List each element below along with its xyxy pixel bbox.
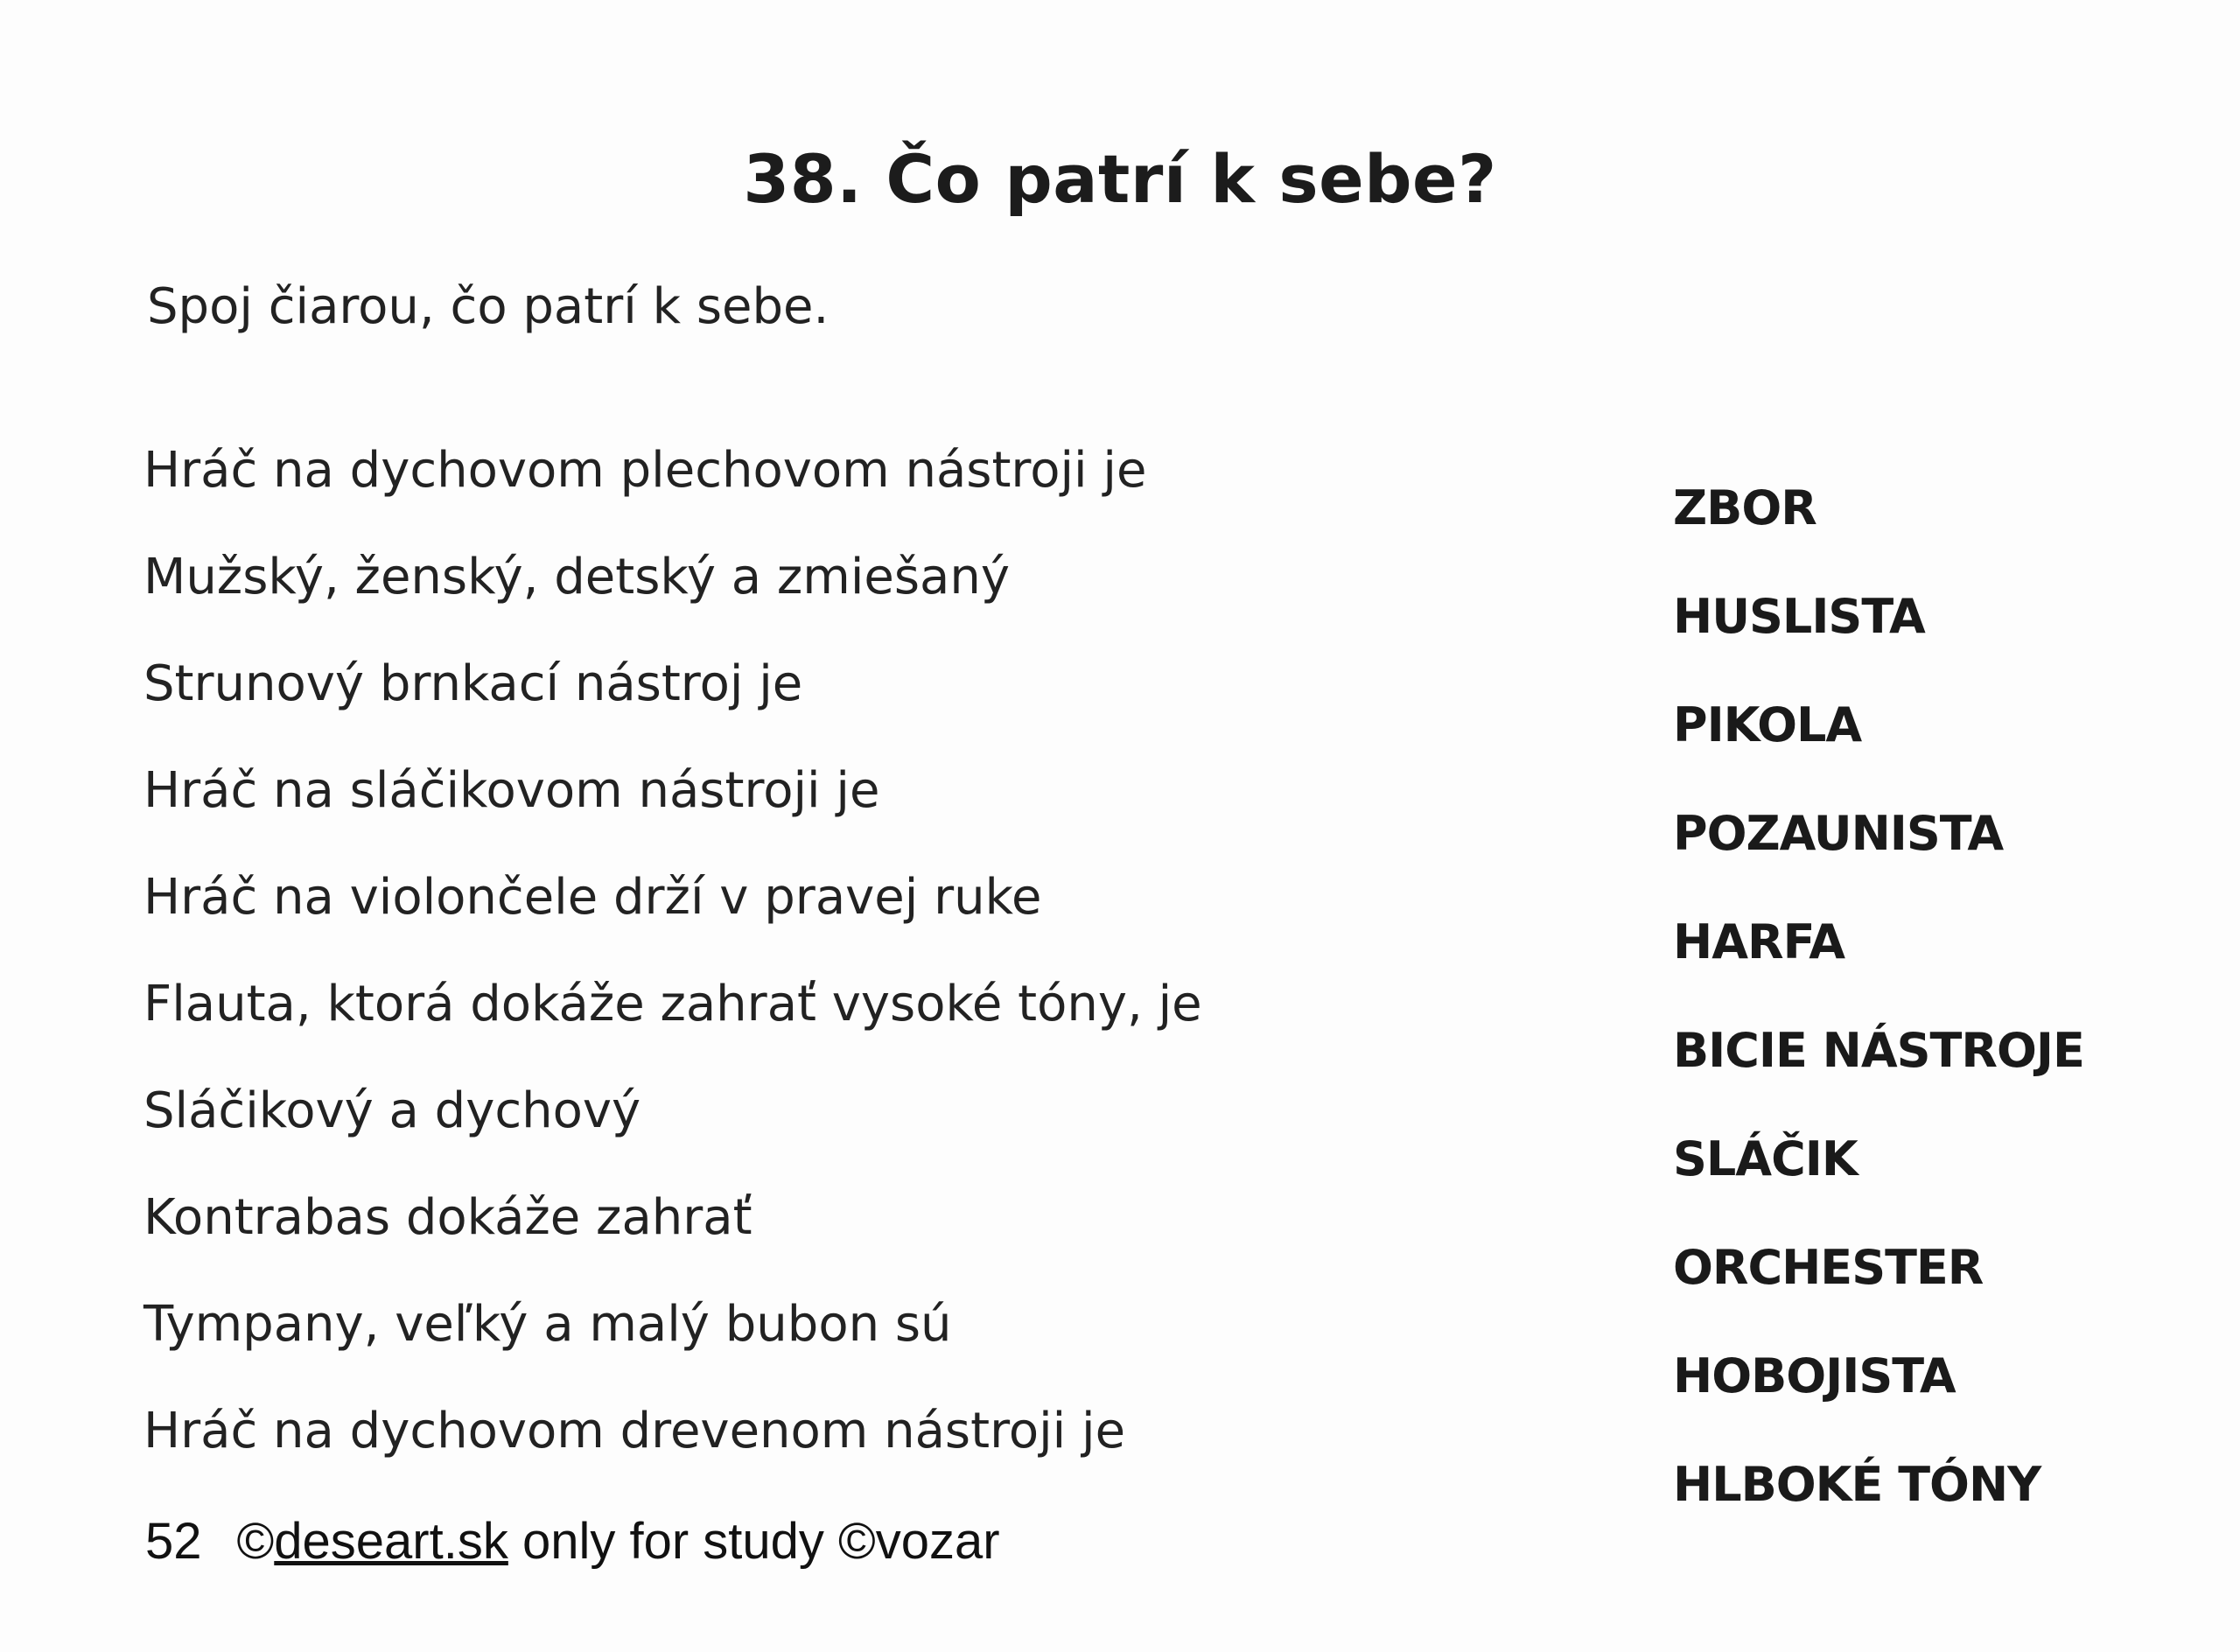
right-answer-item: SLÁČIK <box>1673 1131 1858 1186</box>
right-answer-item: HLBOKÉ TÓNY <box>1673 1457 2041 1512</box>
left-clue-item: Hráč na violončele drží v pravej ruke <box>144 869 1042 926</box>
right-answer-item: ORCHESTER <box>1673 1240 1984 1295</box>
left-clue-item: Hráč na sláčikovom nástroji je <box>144 762 880 819</box>
left-clue-item: Tympany, veľký a malý bubon sú <box>144 1296 952 1353</box>
left-clue-item: Kontrabas dokáže zahrať <box>144 1189 752 1246</box>
right-answer-item: PIKOLA <box>1673 697 1862 752</box>
page-footer <box>145 1512 1000 1571</box>
copyright-symbol: © <box>236 1513 275 1570</box>
right-answer-item: ZBOR <box>1673 480 1816 536</box>
instruction-text: Spoj čiarou, čo patrí k sebe. <box>147 278 830 335</box>
right-answer-item: BICIE NÁSTROJE <box>1673 1023 2084 1078</box>
left-clue-item: Hráč na dychovom drevenom nástroji je <box>144 1403 1126 1460</box>
left-clue-item: Sláčikový a dychový <box>144 1082 641 1139</box>
left-clue-item: Mužský, ženský, detský a zmiešaný <box>144 549 1010 606</box>
page-number: 52 <box>145 1513 202 1570</box>
page-title: 38. Čo patrí k sebe? <box>743 140 1497 218</box>
left-clue-item: Strunový brnkací nástroj je <box>144 655 803 712</box>
left-clue-item: Hráč na dychovom plechovom nástroji je <box>144 442 1147 499</box>
right-answer-item: POZAUNISTA <box>1673 806 2004 861</box>
left-clue-item: Flauta, ktorá dokáže zahrať vysoké tóny, je <box>144 976 1202 1032</box>
right-answer-item: HUSLISTA <box>1673 589 1925 644</box>
left-clue-list <box>144 442 1281 1514</box>
right-answer-list <box>1673 480 2198 1570</box>
right-answer-item: HARFA <box>1673 914 1845 970</box>
footer-suffix: only for study ©vozar <box>508 1513 1000 1570</box>
right-answer-item: HOBOJISTA <box>1673 1348 1956 1404</box>
source-link[interactable]: deseart.sk <box>274 1513 508 1570</box>
